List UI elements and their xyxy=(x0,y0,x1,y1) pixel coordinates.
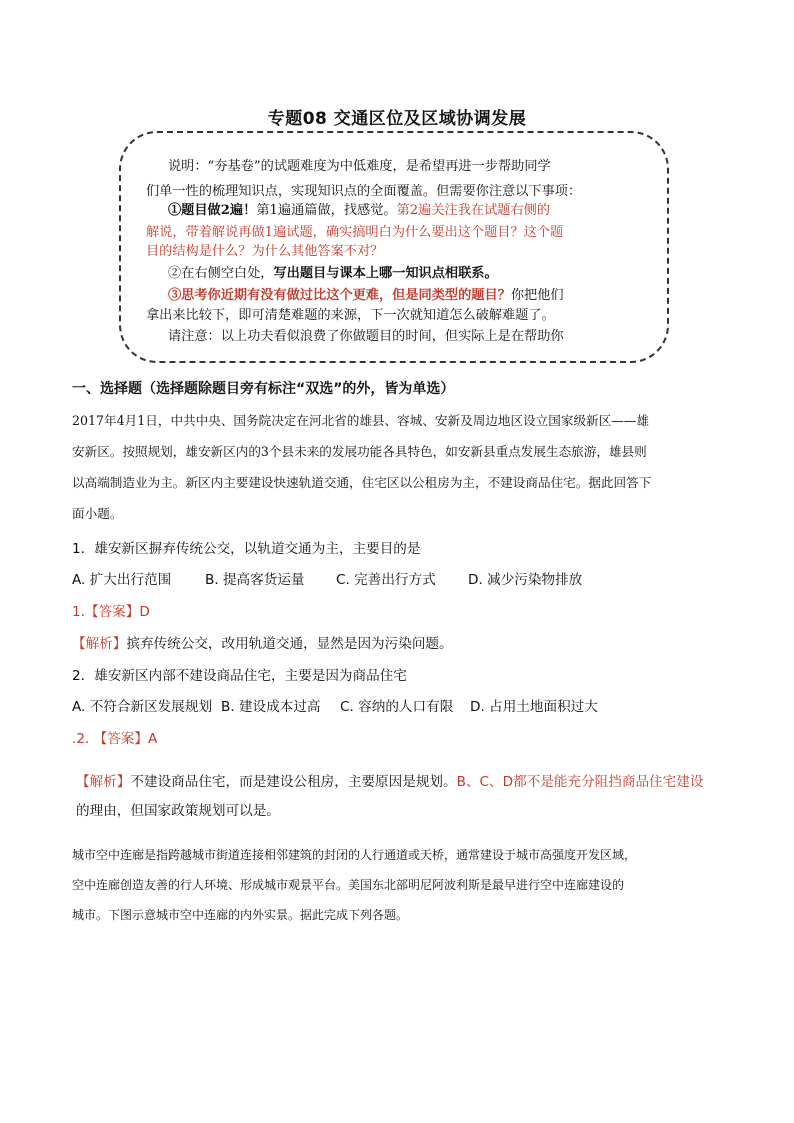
note-line-2: 们单一性的梳理知识点，实现知识点的全面覆盖。但需要你注意以下事项： xyxy=(146,184,582,199)
q2-analysis-line2: 的理由，但国家政策规划可以是。 xyxy=(76,803,280,819)
passage1-line: 面小题。 xyxy=(72,506,123,521)
q2-option-c: C. 容纳的人口有限 xyxy=(340,699,454,715)
q2-option-b: B. 建设成本过高 xyxy=(221,699,321,715)
note-line-7: ③思考你近期有没有做过比这个更难，但是同类型的题目？你把他们 xyxy=(168,288,564,303)
note-line-4: 解说，带着解说再做1遍试题，确实搞明白为什么要出这个题目？这个题 xyxy=(146,225,564,240)
q1-analysis: 【解析】摈弃传统公交，改用轨道交通，显然是因为污染问题。 xyxy=(72,636,453,652)
q1-option-a: A. 扩大出行范围 xyxy=(72,572,172,588)
q2-option-a: A. 不符合新区发展规划 xyxy=(72,699,213,715)
note-line-1: 说明：“夯基卷”的试题难度为中低难度，是希望再进一步帮助同学 xyxy=(168,159,551,174)
q1-option-c: C. 完善出行方式 xyxy=(336,572,436,588)
note-line-8: 拿出来比较下，即可清楚难题的来源，下一次就知道怎么破解难题了。 xyxy=(146,308,555,323)
q1-answer: 1.【答案】D xyxy=(72,604,150,620)
page-title: 专题08 交通区位及区域协调发展 xyxy=(267,109,527,129)
section-heading: 一、选择题（选择题除题目旁有标注“双选”的外，皆为单选） xyxy=(72,381,455,397)
note-line-9: 请注意：以上功夫看似浪费了你做题目的时间，但实际上是在帮助你 xyxy=(168,329,564,344)
q2-analysis-line1: 【解析】不建设商品住宅，而是建设公租房，主要原因是规划。B、C、D都不是能充分阻挡商品住宅建设 xyxy=(76,774,704,790)
passage1-line: 安新区。按照规划，雄安新区内的3个县未来的发展功能各具特色，如安新县重点发展生态旅游，雄县则 xyxy=(72,444,647,459)
note-line-6: ②在右侧空白处，写出题目与课本上哪一知识点相联系。 xyxy=(168,266,498,281)
note-line-5: 目的结构是什么？为什么其他答案不对？ xyxy=(146,244,384,259)
passage1-line: 2017年4月1日，中共中央、国务院决定在河北省的雄县、容城、安新及周边地区设立国家级新区——雄 xyxy=(72,413,650,428)
passage2-line: 城市。下图示意城市空中连廊的内外实景。据此完成下列各题。 xyxy=(72,908,409,922)
passage2-line: 城市空中连廊是指跨越城市街道连接相邻建筑的封闭的人行通道或天桥，通常建设于城市高强度开发区域， xyxy=(72,848,637,862)
q2-answer: .2. 【答案】A xyxy=(72,731,158,747)
passage2-line: 空中连廊创造友善的行人环境、形成城市观景平台。美国东北部明尼阿波利斯是最早进行空中连廊建设的 xyxy=(72,878,625,892)
note-line-3: ①题目做2遍！第1遍通篇做，找感觉。第2遍关注我在试题右侧的 xyxy=(168,203,551,218)
q2-option-d: D. 占用土地面积过大 xyxy=(470,699,598,715)
passage1-line: 以高端制造业为主。新区内主要建设快速轨道交通，住宅区以公租房为主，不建设商品住宅。据此回答下 xyxy=(72,475,652,490)
q1-option-b: B. 提高客货运量 xyxy=(205,572,305,588)
question-1-stem: 1．雄安新区摒弃传统公交，以轨道交通为主，主要目的是 xyxy=(72,541,421,557)
question-2-stem: 2．雄安新区内部不建设商品住宅，主要是因为商品住宅 xyxy=(72,668,407,684)
q1-option-d: D. 减少污染物排放 xyxy=(468,572,583,588)
